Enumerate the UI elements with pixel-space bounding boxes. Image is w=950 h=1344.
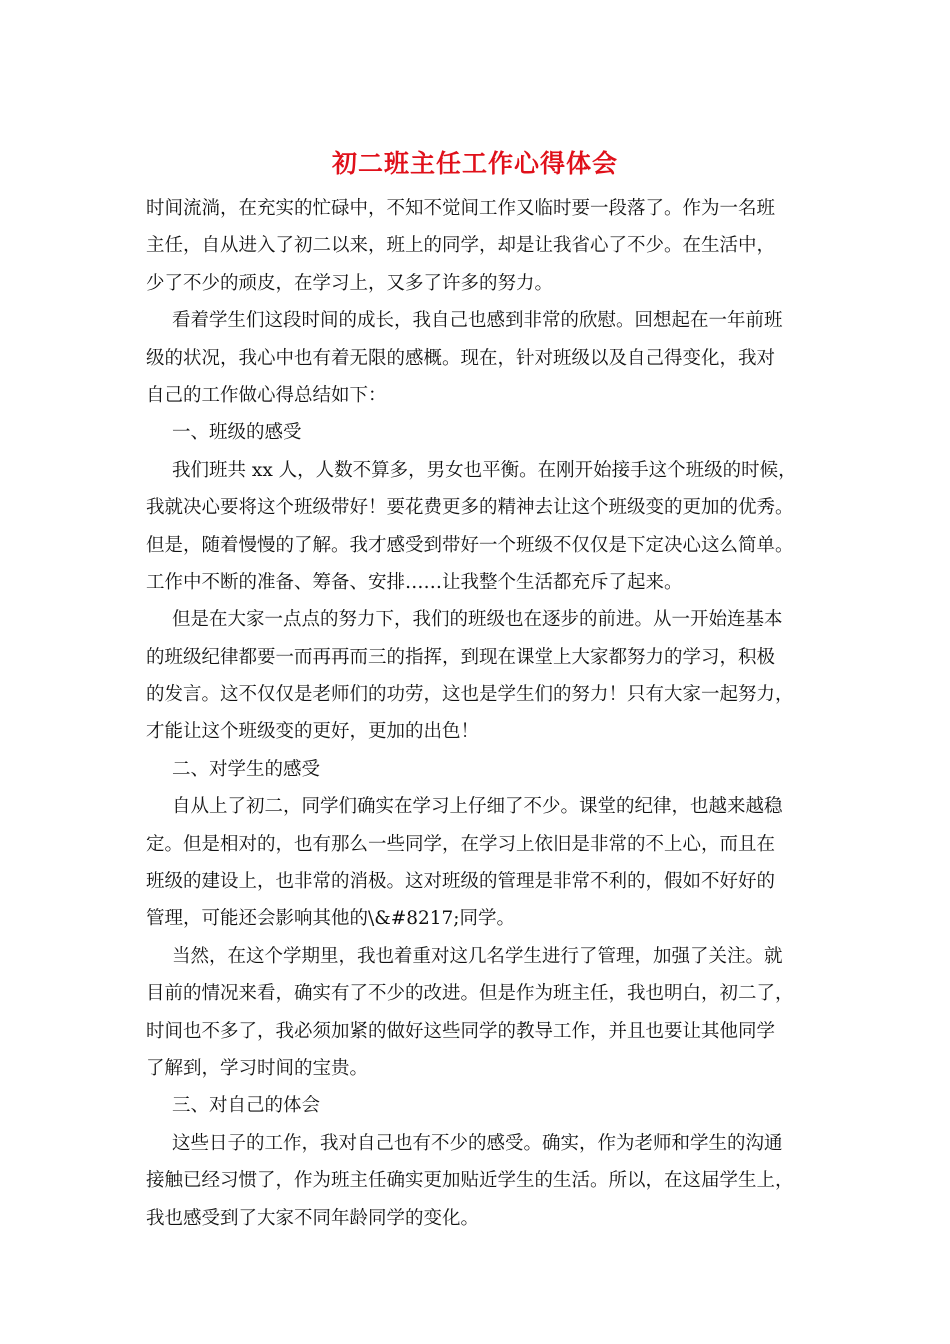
text-line: 时间也不多了，我必须加紧的做好这些同学的教导工作，并且也要让其他同学: [146, 1020, 776, 1042]
text-line: 我就决心要将这个班级带好！要花费更多的精神去让这个班级变的更加的优秀。: [146, 497, 794, 519]
text-line: 的班级纪律都要一而再再而三的指挥，到现在课堂上大家都努力的学习，积极: [146, 646, 776, 668]
text-line: 但是在大家一点点的努力下，我们的班级也在逐步的前进。从一开始连基本: [172, 609, 783, 631]
text-line: 的发言。这不仅仅是老师们的功劳，这也是学生们的努力！只有大家一起努力，: [146, 684, 794, 706]
document-title: 初二班主任工作心得体会: [331, 149, 618, 178]
text-line: 时间流淌，在充实的忙碌中，不知不觉间工作又临时要一段落了。作为一名班: [146, 198, 776, 219]
text-line: 一、班级的感受: [172, 422, 302, 444]
text-line: 我们班共 xx 人，人数不算多，男女也平衡。在刚开始接手这个班级的时候，: [172, 459, 797, 481]
text-line: 管理，可能还会影响其他的\&#8217;同学。: [146, 908, 516, 930]
document-body: [146, 190, 808, 1237]
text-line: 才能让这个班级变的更好，更加的出色！: [146, 721, 480, 743]
text-line: 少了不少的顽皮，在学习上，又多了许多的努力。: [146, 272, 554, 294]
text-line: 主任，自从进入了初二以来，班上的同学，却是让我省心了不少。在生活中，: [146, 235, 776, 257]
text-line: 二、对学生的感受: [172, 758, 321, 780]
text-line: 自从上了初二，同学们确实在学习上仔细了不少。课堂的纪律，也越来越稳: [172, 796, 783, 818]
text-line: 自己的工作做心得总结如下：: [146, 384, 387, 406]
text-line: 三、对自己的体会: [172, 1095, 321, 1117]
text-line: 当然，在这个学期里，我也着重对这几名学生进行了管理，加强了关注。就: [172, 945, 783, 967]
text-line: 看着学生们这段时间的成长，我自己也感到非常的欣慰。回想起在一年前班: [172, 310, 783, 332]
text-line: 了解到，学习时间的宝贵。: [146, 1057, 369, 1079]
text-line: 但是，随着慢慢的了解。我才感受到带好一个班级不仅仅是下定决心这么简单。: [146, 534, 794, 556]
text-line: 级的状况，我心中也有着无限的感概。现在，针对班级以及自己得变化，我对: [146, 347, 776, 369]
text-line: 这些日子的工作，我对自己也有不少的感受。确实，作为老师和学生的沟通: [172, 1132, 783, 1154]
text-line: 接触已经习惯了，作为班主任确实更加贴近学生的生活。所以，在这届学生上，: [146, 1170, 794, 1192]
text-line: 定。但是相对的，也有那么一些同学，在学习上依旧是非常的不上心，而且在: [146, 833, 776, 855]
text-line: 工作中不断的准备、筹备、安排……让我整个生活都充斥了起来。: [146, 571, 683, 593]
text-line: 我也感受到了大家不同年龄同学的变化。: [146, 1207, 480, 1229]
text-line: 目前的情况来看，确实有了不少的改进。但是作为班主任，我也明白，初二了，: [146, 983, 794, 1005]
text-line: 班级的建设上，也非常的消极。这对班级的管理是非常不利的，假如不好好的: [146, 871, 776, 893]
